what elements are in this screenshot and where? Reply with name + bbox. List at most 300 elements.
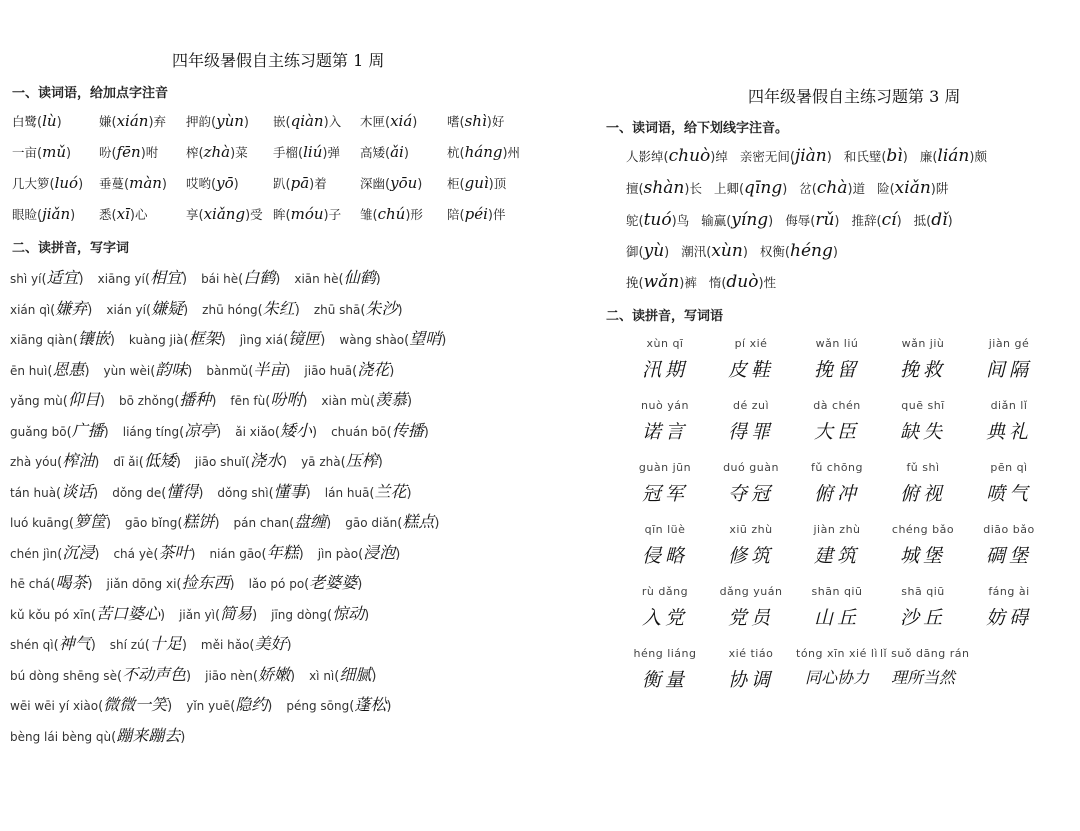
pinyin: pán chan	[233, 516, 290, 530]
word: 和氏璧	[843, 149, 882, 164]
word: 抵	[913, 213, 927, 228]
paren: (	[810, 214, 816, 229]
phonetic-item	[99, 174, 186, 192]
paren: )	[129, 208, 135, 223]
word: 享	[186, 207, 199, 222]
phonetic-item	[273, 143, 360, 161]
word: 几大箩	[12, 176, 50, 191]
handwritten-answer: 皮鞋	[727, 359, 774, 381]
paren: )	[298, 546, 304, 562]
handwritten-answer: 懂得	[166, 481, 199, 501]
paren: (	[283, 333, 289, 348]
pinyin-item	[112, 479, 203, 502]
word-suffix: 长	[689, 181, 702, 196]
paren: (	[352, 363, 358, 379]
paren: )	[671, 214, 677, 229]
pinyin: gāo diǎn	[345, 516, 398, 530]
paren: )	[389, 363, 395, 379]
pinyin-item	[271, 601, 369, 624]
handwritten-answer: chuò	[668, 146, 711, 166]
pinyin: kuàng jià	[128, 333, 184, 347]
paren: )	[377, 455, 383, 470]
word-suffix: 弹	[327, 145, 340, 160]
phonetic-item	[99, 112, 186, 130]
grid-cell	[966, 461, 1052, 506]
section-heading-2: 二、读拼音，写字词	[12, 241, 130, 256]
word-suffix: 绰	[715, 149, 728, 164]
word: 木匣	[360, 114, 386, 129]
paren: (	[876, 214, 882, 229]
handwritten-answer: yíng	[731, 210, 769, 230]
paren: )	[198, 485, 204, 501]
handwritten-answer: yō	[216, 174, 234, 192]
handwritten-answer: lián	[937, 146, 970, 166]
pinyin-item	[217, 479, 310, 502]
paren: (	[459, 208, 465, 223]
paren: )	[245, 208, 251, 223]
pinyin: jìng xiá	[239, 333, 284, 347]
pinyin: bō zhǒng	[118, 394, 175, 408]
paren: )	[230, 146, 236, 161]
pinyin: bànmǔ	[206, 363, 249, 378]
handwritten-answer: 蹦来蹦去	[116, 725, 181, 745]
pinyin: chá yè	[113, 546, 154, 561]
paren: (	[889, 182, 895, 197]
pinyin-item	[179, 601, 257, 624]
pinyin-row	[10, 631, 292, 654]
paren: )	[947, 214, 953, 229]
paren: (	[638, 276, 644, 291]
word: 榨	[186, 145, 199, 160]
word-suffix: 形	[410, 207, 423, 222]
pinyin: jiāo huā	[304, 363, 353, 378]
pinyin: fáng ài	[988, 585, 1030, 598]
paren: (	[49, 177, 55, 192]
phonetic-item	[709, 272, 776, 292]
pinyin: dǎng yuán	[719, 585, 783, 598]
word-suffix: 着	[314, 176, 327, 191]
phonetic-item	[701, 210, 773, 230]
handwritten-answer: yù	[643, 241, 665, 261]
handwritten-answer: 苦口婆心	[95, 603, 160, 623]
handwritten-answer: xùn	[711, 241, 743, 261]
phonetic-item	[447, 174, 527, 192]
handwritten-answer: 沉浸	[62, 542, 95, 562]
word: 挽	[626, 275, 639, 290]
pinyin: fēn fù	[230, 394, 266, 408]
handwritten-answer: lù	[42, 112, 57, 130]
paren: (	[72, 333, 78, 348]
grid-cell	[622, 647, 708, 692]
paren: )	[375, 272, 381, 287]
phonetic-item	[273, 205, 360, 223]
paren: )	[148, 115, 154, 130]
paren: )	[679, 276, 685, 291]
handwritten-answer: 白鹤	[243, 268, 276, 287]
pinyin-row	[10, 479, 412, 502]
paren: )	[103, 424, 109, 440]
phonetic-item	[626, 272, 697, 292]
page-title: 四年级暑假自主练习题第 1 周	[172, 51, 385, 70]
paren: (	[789, 150, 795, 165]
pinyin: chéng bǎo	[891, 523, 955, 536]
pinyin-item	[201, 265, 280, 288]
word: 侮辱	[785, 213, 811, 228]
word-suffix: 道	[852, 181, 866, 196]
paren: (	[385, 115, 391, 130]
pinyin-item	[235, 418, 317, 441]
pinyin-row	[10, 662, 376, 685]
paren: (	[244, 455, 250, 470]
paren: )	[161, 177, 167, 192]
pinyin: shā qiū	[901, 585, 945, 598]
paren: )	[768, 214, 774, 229]
word: 嗜	[447, 114, 460, 129]
pinyin-item	[318, 540, 401, 563]
pinyin: bèng lái bèng qù	[10, 729, 112, 744]
phonetic-item	[186, 143, 273, 161]
paren: )	[84, 363, 90, 379]
handwritten-answer: 谈话	[61, 481, 94, 501]
paren: )	[186, 668, 192, 684]
handwritten-answer: 入党	[641, 607, 688, 629]
paren: )	[214, 516, 220, 531]
paren: )	[502, 146, 508, 161]
word-suffix: 咐	[145, 145, 159, 160]
pinyin: shì yí	[10, 272, 42, 286]
grid-cell	[708, 461, 794, 506]
handwritten-answer: 缺失	[899, 421, 946, 443]
phonetic-item	[12, 174, 99, 192]
handwritten-answer: 镶嵌	[77, 329, 110, 348]
pinyin-item	[10, 662, 191, 685]
handwritten-answer: 糕饼	[182, 512, 215, 531]
phonetic-item	[877, 178, 948, 198]
word: 御	[626, 244, 639, 259]
grid-cell	[708, 585, 794, 630]
handwritten-answer: 框架	[188, 329, 221, 348]
paren: )	[167, 699, 173, 714]
paren: )	[487, 208, 493, 223]
pinyin: fǔ shì	[906, 461, 940, 474]
paren: (	[638, 182, 644, 197]
word: 手榴	[273, 145, 299, 160]
phonetic-item	[740, 146, 832, 166]
handwritten-answer: 低矮	[143, 451, 176, 470]
paren: )	[220, 333, 226, 348]
pinyin-item	[10, 265, 84, 288]
word: 高矮	[360, 145, 386, 160]
handwritten-answer: 箩筐	[73, 512, 106, 531]
grid-row	[622, 337, 1052, 382]
paren: )	[216, 424, 222, 440]
paren: )	[371, 668, 377, 684]
handwritten-answer: xī	[116, 205, 130, 223]
paren: )	[65, 146, 72, 161]
pinyin-item	[331, 418, 429, 441]
phonetic-item	[626, 178, 702, 198]
paren: (	[349, 699, 355, 714]
paren: (	[111, 729, 117, 745]
paren: (	[214, 607, 221, 623]
pinyin: lán huā	[324, 485, 370, 500]
grid-cell	[794, 647, 880, 692]
pinyin: ǎi xiǎo	[235, 424, 275, 439]
handwritten-answer: xián	[116, 112, 149, 130]
handwritten-answer: 仙鹤	[343, 268, 376, 287]
handwritten-answer: 惊动	[332, 603, 365, 623]
handwritten-answer: fēn	[116, 143, 141, 161]
paren: )	[267, 699, 273, 714]
word: 眸	[273, 207, 286, 222]
paren: )	[364, 607, 370, 623]
handwritten-answer: cí	[881, 210, 897, 230]
pinyin: zhū shā	[313, 302, 361, 317]
grid-cell	[622, 337, 708, 382]
handwritten-answer: 兰花	[374, 481, 407, 501]
paren: (	[174, 394, 180, 409]
grid-cell	[794, 337, 880, 382]
pinyin-row	[10, 540, 400, 563]
paren: )	[187, 363, 193, 379]
paren: (	[198, 146, 204, 161]
paren: )	[758, 276, 764, 291]
handwritten-answer: duò	[726, 272, 759, 292]
handwritten-answer: bì	[886, 146, 903, 166]
handwritten-answer: 汛期	[641, 359, 688, 381]
grid-cell	[880, 337, 966, 382]
phonetic-item	[273, 112, 360, 130]
phonetic-row	[626, 146, 987, 166]
pinyin-row	[10, 357, 394, 380]
paren: (	[183, 333, 189, 348]
phonetic-item	[99, 205, 186, 223]
paren: )	[305, 485, 311, 501]
pinyin: jìn pào	[317, 546, 359, 561]
pinyin: dà chén	[813, 399, 861, 412]
paren: (	[150, 363, 156, 379]
grid-row	[622, 399, 1052, 444]
handwritten-answer: 恩惠	[52, 359, 85, 379]
pinyin-item	[106, 296, 188, 319]
paren: (	[369, 394, 376, 409]
grid-row	[622, 585, 1052, 630]
paren: )	[417, 177, 423, 192]
phonetic-item	[186, 174, 273, 192]
pinyin-item	[206, 357, 290, 380]
handwritten-answer: qiàn	[290, 112, 324, 130]
handwritten-answer: 隐约	[235, 695, 268, 714]
paren: )	[403, 146, 409, 161]
pinyin: qīn lüè	[644, 523, 686, 536]
handwritten-answer: shì	[464, 112, 487, 130]
phonetic-item	[12, 143, 99, 161]
handwritten-answer: 嫌疑	[151, 298, 184, 318]
pinyin-item	[294, 265, 380, 288]
word: 推辞	[851, 213, 877, 228]
handwritten-answer: 望哨	[409, 329, 442, 348]
paren: (	[90, 607, 96, 623]
word-suffix: 入	[328, 114, 342, 129]
phonetic-item	[626, 146, 728, 166]
paren: )	[407, 394, 413, 409]
handwritten-answer: 夺冠	[727, 483, 774, 505]
paren: )	[412, 115, 418, 130]
word-suffix: 阱	[935, 181, 949, 196]
handwritten-answer: 党员	[727, 607, 774, 629]
phonetic-item	[447, 112, 527, 130]
phonetic-item	[447, 143, 527, 161]
pinyin: xiāng qiàn	[10, 333, 73, 347]
handwritten-answer: 修筑	[727, 545, 774, 567]
handwritten-answer: 传播	[391, 420, 424, 440]
pinyin-item	[339, 326, 446, 349]
paren: (	[397, 516, 403, 531]
paren: )	[99, 394, 105, 409]
pinyin: dǒng de	[112, 485, 162, 500]
pinyin: pēn qì	[990, 461, 1028, 474]
pinyin-item	[10, 418, 109, 441]
pinyin: chuán bō	[331, 424, 387, 439]
paren: (	[111, 208, 117, 223]
pinyin: shén qì	[10, 638, 54, 652]
page-title: 四年级暑假自主练习题第 3 周	[748, 87, 961, 106]
paren: (	[68, 516, 74, 531]
phonetic-row	[12, 174, 527, 192]
pinyin: jiāo shuǐ	[194, 455, 245, 469]
pinyin: liáng tíng	[122, 424, 180, 439]
handwritten-answer: xiǎng	[203, 205, 246, 223]
paren: )	[406, 485, 412, 501]
grid-cell	[794, 585, 880, 630]
handwritten-answer: yùn	[216, 112, 244, 130]
handwritten-answer: pā	[290, 174, 310, 192]
paren: )	[190, 546, 196, 562]
pinyin-item	[10, 448, 99, 471]
handwritten-answer: 茶叶	[158, 542, 191, 562]
pinyin: nián gāo	[209, 546, 262, 561]
paren: (	[146, 302, 152, 318]
paren: (	[369, 485, 375, 501]
paren: )	[56, 115, 62, 130]
pinyin-item	[104, 357, 193, 380]
paren: (	[230, 699, 236, 714]
handwritten-answer: 同心协力	[804, 668, 869, 687]
phonetic-item	[360, 143, 447, 161]
pinyin-item	[119, 387, 216, 410]
paren: (	[459, 115, 465, 130]
pinyin-item	[125, 509, 219, 532]
paren: (	[932, 150, 938, 165]
handwritten-answer: 俯视	[899, 483, 946, 505]
handwritten-answer: 吩咐	[270, 390, 303, 409]
handwritten-answer: 盘缠	[294, 512, 327, 531]
pinyin: yǐn yuē	[186, 699, 231, 713]
paren: (	[41, 272, 47, 287]
word: 眼睑	[12, 207, 38, 222]
pinyin: lǎo pó po	[248, 577, 305, 591]
word-suffix: 菜	[235, 145, 248, 160]
word: 输赢	[701, 213, 727, 228]
handwritten-answer: 挽救	[899, 359, 946, 381]
paren: (	[926, 214, 932, 229]
paren: (	[37, 115, 43, 130]
grid-cell	[880, 585, 966, 630]
section-heading-1: 一、读词语，给加点字注音	[12, 86, 169, 101]
handwritten-answer: 蓬松	[354, 695, 387, 714]
paren: (	[179, 424, 185, 440]
paren: )	[847, 182, 853, 197]
paren: (	[881, 150, 887, 165]
pinyin: kǔ kǒu pó xīn	[10, 607, 91, 622]
handwritten-answer: 间隔	[985, 359, 1032, 381]
handwritten-answer: xiá	[390, 112, 413, 130]
paren: (	[116, 668, 123, 684]
paren: (	[252, 668, 258, 684]
handwritten-answer: 镜匣	[288, 329, 321, 348]
paren: )	[252, 607, 258, 623]
section-heading-2: 二、读拼音，写词语	[606, 309, 724, 324]
pinyin-item	[230, 387, 307, 410]
word-suffix: 鸟	[676, 213, 690, 228]
pinyin-row	[10, 296, 403, 319]
paren: )	[322, 146, 328, 161]
grid-cell	[708, 523, 794, 568]
paren: (	[98, 699, 104, 714]
paren: )	[70, 208, 76, 223]
handwritten-answer: 压榨	[345, 451, 378, 470]
handwritten-answer: yōu	[390, 174, 418, 192]
paren: (	[37, 146, 43, 161]
handwritten-answer: 半亩	[253, 359, 286, 379]
pinyin: shí zú	[109, 638, 145, 652]
pinyin: xián qì	[10, 302, 51, 317]
paren: (	[334, 668, 340, 684]
grid-cell	[880, 399, 966, 444]
paren: )	[109, 333, 115, 348]
grid-cell	[622, 523, 708, 568]
paren: )	[290, 668, 296, 684]
paren: (	[274, 424, 280, 440]
handwritten-answer: 捡东西	[181, 573, 230, 592]
pinyin-item	[113, 540, 195, 563]
paren: )	[684, 182, 690, 197]
phonetic-item	[799, 178, 865, 198]
pinyin: guàn jūn	[638, 461, 692, 474]
handwritten-answer: 朱沙	[365, 298, 398, 318]
word-suffix: 子	[328, 207, 342, 222]
handwritten-answer: 浇水	[249, 451, 282, 470]
paren: )	[395, 546, 401, 562]
paren: (	[784, 245, 790, 260]
paren: )	[320, 333, 326, 348]
paren: )	[902, 150, 908, 165]
paren: (	[57, 455, 63, 470]
pinyin: tán huà	[10, 485, 57, 500]
paren: (	[248, 363, 254, 379]
paren: )	[93, 485, 99, 501]
pinyin: héng liáng	[633, 647, 697, 660]
phonetic-item	[760, 241, 838, 261]
phonetic-item	[447, 205, 527, 223]
pinyin: jīng dòng	[271, 607, 328, 622]
paren: )	[243, 115, 249, 130]
handwritten-answer: 微微一笑	[103, 695, 168, 714]
handwritten-answer: 嫌弃	[55, 298, 88, 318]
handwritten-answer: péi	[464, 205, 488, 223]
word-suffix: 州	[507, 145, 521, 160]
grid-cell	[966, 523, 1052, 568]
